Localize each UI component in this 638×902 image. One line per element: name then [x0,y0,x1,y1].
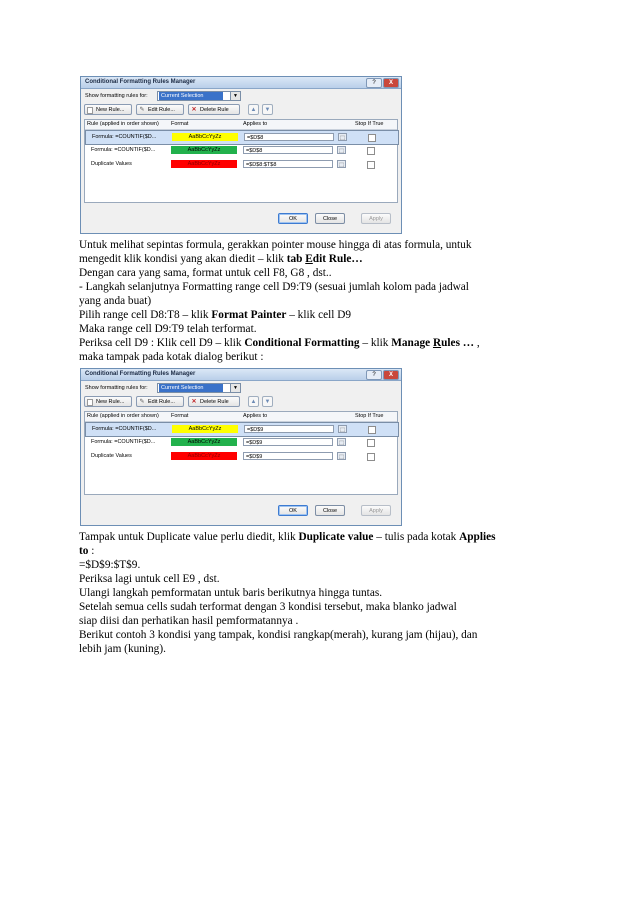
stop-if-true-checkbox[interactable] [368,134,376,142]
move-up-button[interactable]: ▲ [248,396,259,407]
stop-if-true-checkbox[interactable] [368,426,376,434]
applies-to-field[interactable]: =$D$9 [243,438,333,446]
rule-row[interactable] [85,450,397,463]
format-preview: AaBbCcYyZz [171,160,237,168]
format-preview: AaBbCcYyZz [172,133,238,141]
paragraph-line: Berikut contoh 3 kondisi yang tampak, kondisi rangkap(merah), kurang jam (hijau), dan [79,629,478,641]
range-picker-icon[interactable]: ⬚ [337,438,346,446]
rule-name: Formula: =COUNTIF($D... [91,147,156,153]
range-picker-icon[interactable]: ⬚ [338,133,347,141]
rules-table [84,411,398,495]
new-rule-button[interactable]: New Rule... [84,396,132,407]
chevron-down-icon[interactable]: ▼ [230,384,240,392]
move-down-button[interactable]: ▼ [262,396,273,407]
edit-rule-button[interactable]: ✎ Edit Rule... [136,396,184,407]
rule-row[interactable] [85,158,397,171]
close-window-button[interactable]: X [383,370,399,380]
help-button[interactable]: ? [366,78,382,88]
dialog-title-bar [81,77,401,89]
range-picker-icon[interactable]: ⬚ [337,452,346,460]
edit-rule-icon: ✎ [139,107,145,113]
format-preview: AaBbCcYyZz [171,438,237,446]
show-rules-select[interactable] [157,383,241,393]
rule-name: Duplicate Values [91,453,132,459]
col-stop-header: Stop If True [355,121,384,127]
stop-if-true-checkbox[interactable] [367,147,375,155]
col-applies-header: Applies to [243,413,268,419]
delete-rule-button[interactable]: ✕ Delete Rule [188,104,240,115]
paragraph-line: yang anda buat) [79,295,152,307]
move-up-button[interactable]: ▲ [248,104,259,115]
paragraph-line: siap diisi dan perhatikan hasil pemformatannya . [79,615,299,627]
col-rule-header: Rule (applied in order shown) [87,121,159,127]
range-picker-icon[interactable]: ⬚ [337,146,346,154]
stop-if-true-checkbox[interactable] [367,439,375,447]
help-button[interactable]: ? [366,370,382,380]
rules-manager-dialog [80,368,402,526]
stop-if-true-checkbox[interactable] [367,453,375,461]
rule-name: Formula: =COUNTIF($D... [92,134,157,140]
applies-to-field[interactable]: =$D$9 [243,452,333,460]
rules-table-header [85,412,397,422]
apply-button[interactable]: Apply [361,213,391,224]
dialog-title-bar [81,369,401,381]
delete-rule-button[interactable]: ✕ Delete Rule [188,396,240,407]
close-window-button[interactable]: X [383,78,399,88]
col-stop-header: Stop If True [355,413,384,419]
rules-manager-dialog [80,76,402,234]
paragraph-line: Ulangi langkah pemformatan untuk baris berikutnya hingga tuntas. [79,587,383,599]
paragraph-line: Dengan cara yang sama, format untuk cell F8, G8 , dst.. [79,267,332,279]
paragraph-line: Periksa lagi untuk cell E9 , dst. [79,573,220,585]
paragraph-line: Untuk melihat sepintas formula, gerakkan pointer mouse hingga di atas formula, untuk [79,239,472,251]
dialog-title: Conditional Formatting Rules Manager [85,371,196,377]
paragraph-line: Pilih range cell D8:T8 – klik Format Painter – klik cell D9 [79,309,352,321]
applies-to-field[interactable]: =$D$8 [244,133,334,141]
new-rule-button[interactable]: New Rule... [84,104,132,115]
paragraph-line: - Langkah selanjutnya Formatting range cell D9:T9 (sesuai jumlah kolom pada jadwal [79,281,469,293]
ok-button[interactable]: OK [278,213,308,224]
paragraph-line: Maka range cell D9:T9 telah terformat. [79,323,257,335]
delete-icon: ✕ [191,399,197,405]
paragraph-line: maka tampak pada kotak dialog berikut : [79,351,264,363]
show-rules-value: Current Selection [159,384,223,392]
show-rules-select[interactable] [157,91,241,101]
rule-row[interactable] [85,422,399,437]
rule-row[interactable] [85,436,397,449]
paragraph-line: Periksa cell D9 : Klik cell D9 – klik Conditional Formatting – klik Manage Rules … , [79,337,480,349]
format-preview: AaBbCcYyZz [171,452,237,460]
dialog-title: Conditional Formatting Rules Manager [85,79,196,85]
applies-to-field[interactable]: =$D$8:$T$8 [243,160,333,168]
paragraph-line: Setelah semua cells sudah terformat dengan 3 kondisi tersebut, maka blanko jadwal [79,601,457,613]
apply-button[interactable]: Apply [361,505,391,516]
format-preview: AaBbCcYyZz [172,425,238,433]
range-picker-icon[interactable]: ⬚ [338,425,347,433]
edit-rule-underlined: E [305,253,313,265]
col-applies-header: Applies to [243,121,268,127]
show-rules-label: Show formatting rules for: [85,385,148,391]
paragraph-line: mengedit klik kondisi yang akan diedit – klik tab Edit Rule… [79,253,363,265]
new-rule-icon [87,399,93,406]
rules-table-header [85,120,397,130]
rule-name: Formula: =COUNTIF($D... [91,439,156,445]
close-button[interactable]: Close [315,505,345,516]
rule-name: Formula: =COUNTIF($D... [92,426,157,432]
range-picker-icon[interactable]: ⬚ [337,160,346,168]
show-rules-label: Show formatting rules for: [85,93,148,99]
show-rules-value: Current Selection [159,92,223,100]
edit-rule-button[interactable]: ✎ Edit Rule... [136,104,184,115]
edit-rule-icon: ✎ [139,399,145,405]
col-format-header: Format [171,413,189,419]
close-button[interactable]: Close [315,213,345,224]
ok-button[interactable]: OK [278,505,308,516]
paragraph-line: =$D$9:$T$9. [79,559,141,571]
paragraph-line: lebih jam (kuning). [79,643,166,655]
rules-table [84,119,398,203]
applies-to-field[interactable]: =$D$8 [243,146,333,154]
stop-if-true-checkbox[interactable] [367,161,375,169]
chevron-down-icon[interactable]: ▼ [230,92,240,100]
paragraph-line: to : [79,545,95,557]
format-preview: AaBbCcYyZz [171,146,237,154]
paragraph-line: Tampak untuk Duplicate value perlu diedit, klik Duplicate value – tulis pada kotak Applies [79,531,496,543]
col-rule-header: Rule (applied in order shown) [87,413,159,419]
rule-row[interactable] [85,144,397,157]
applies-to-field[interactable]: =$D$9 [244,425,334,433]
rule-name: Duplicate Values [91,161,132,167]
rule-row[interactable] [85,130,399,145]
col-format-header: Format [171,121,189,127]
move-down-button[interactable]: ▼ [262,104,273,115]
delete-icon: ✕ [191,107,197,113]
new-rule-icon [87,107,93,114]
